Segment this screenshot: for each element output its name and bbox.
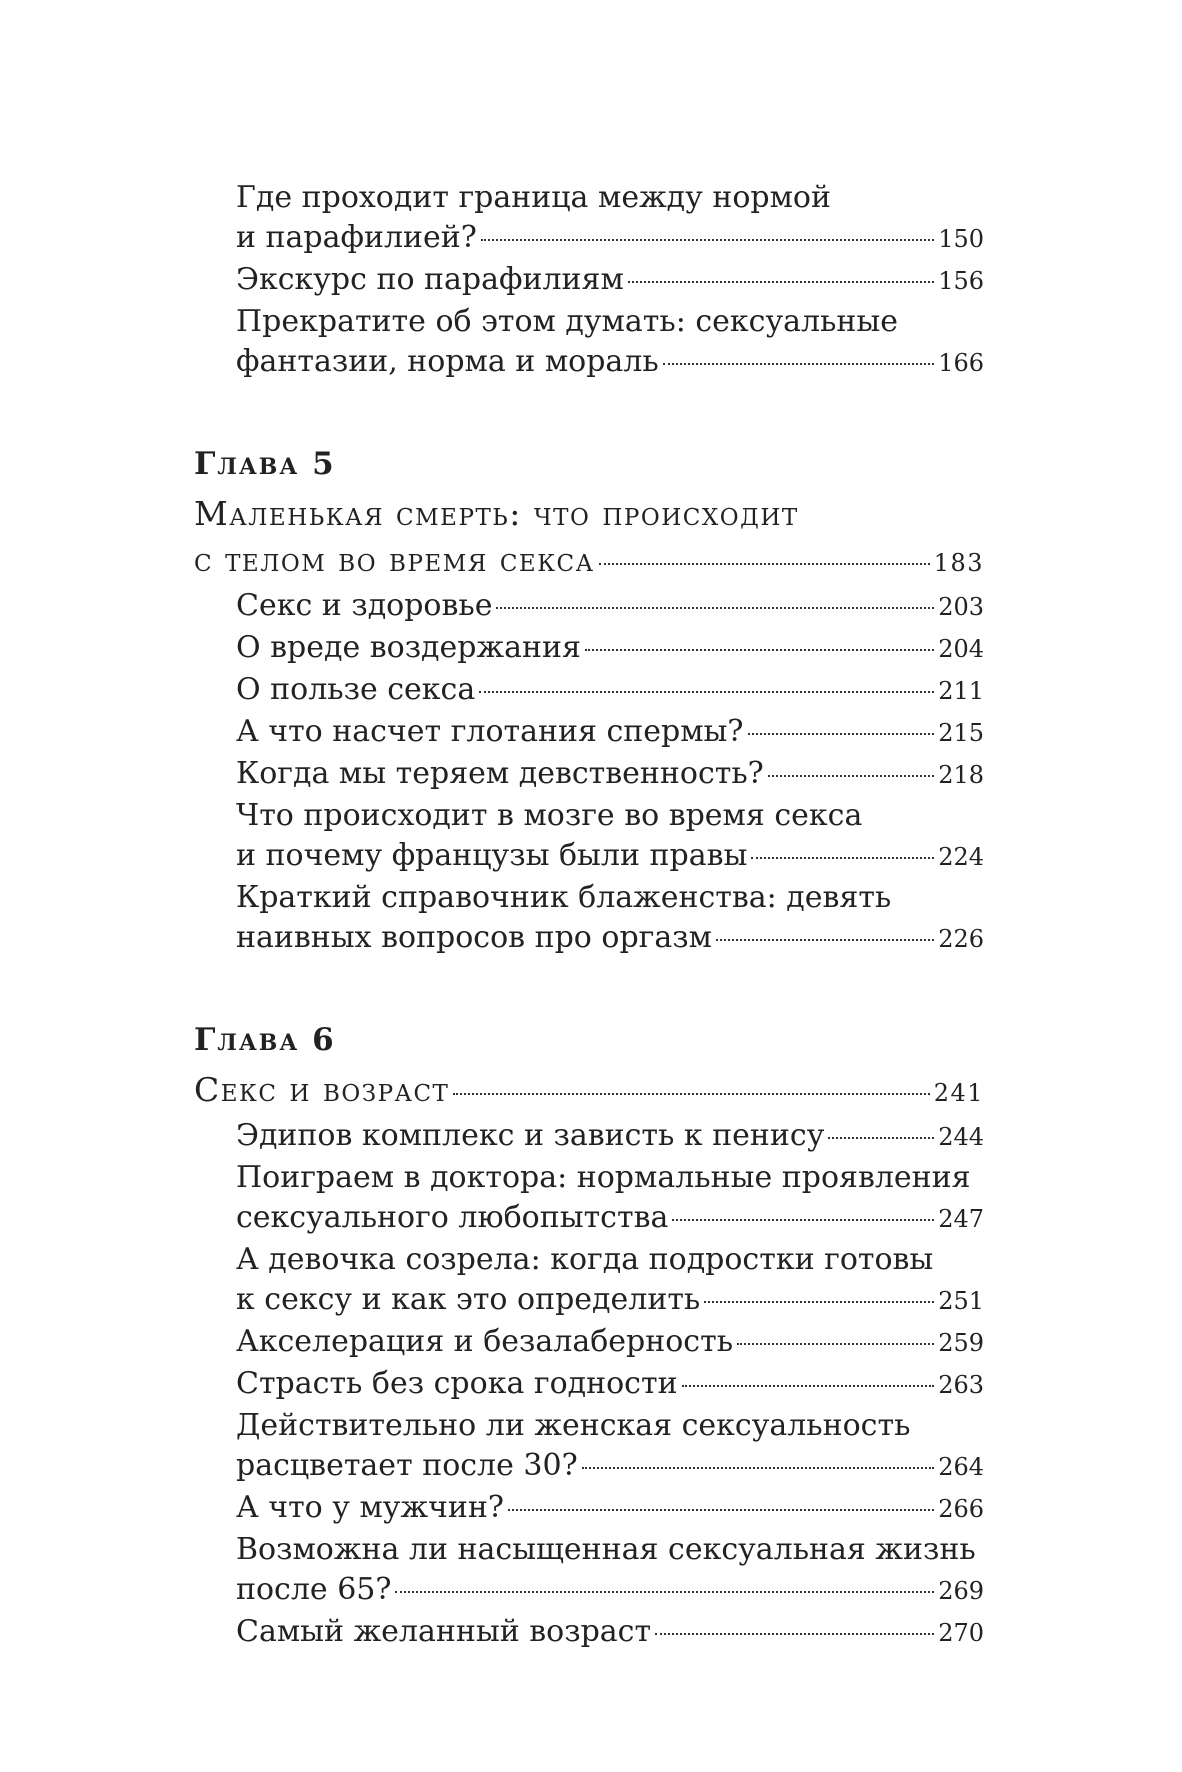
toc-entry-first-line: А девочка созрела: когда подростки готовы (236, 1242, 934, 1277)
page-number: 166 (938, 349, 984, 377)
toc-entry (194, 712, 984, 753)
toc-entry (194, 1406, 984, 1487)
page-number: 259 (938, 1329, 984, 1357)
dot-leader (582, 1467, 935, 1469)
toc-entry (194, 178, 984, 259)
dot-leader (751, 857, 934, 859)
toc-entry (194, 754, 984, 795)
toc-entry-first-line: Что происходит в мозге во время секса (236, 798, 863, 833)
toc-entry-first-line: Возможна ли насыщенная сексуальная жизнь (236, 1532, 976, 1567)
toc-entry-title: Экскурс по парафилиям (236, 262, 624, 297)
toc-entry-title: О вреде воздержания (236, 630, 581, 665)
toc-entry-title: сексуального любопытства (236, 1200, 669, 1235)
dot-leader (599, 563, 930, 565)
chapter-title (194, 491, 984, 586)
toc-section (194, 1017, 984, 1653)
chapter-label: Глава 5 (194, 446, 336, 482)
toc-entry-title: к сексу и как это определить (236, 1282, 701, 1317)
dot-leader (737, 1343, 934, 1345)
toc-entry (194, 796, 984, 877)
page-number: 244 (938, 1123, 984, 1151)
page-number: 215 (938, 719, 984, 747)
toc-entry-title: и парафилией? (236, 220, 477, 255)
page-number: 203 (938, 593, 984, 621)
page-number: 251 (938, 1287, 984, 1315)
dot-leader (628, 281, 934, 283)
dot-leader (479, 691, 934, 693)
toc-entry (194, 586, 984, 627)
toc-section (194, 441, 984, 959)
toc-entry (194, 628, 984, 669)
dot-leader (682, 1385, 935, 1387)
page-number: 218 (938, 761, 984, 789)
dot-leader (704, 1301, 934, 1303)
chapter-title-last-line: с телом во время секса (194, 540, 595, 579)
page-number: 264 (938, 1453, 984, 1481)
dot-leader (768, 775, 934, 777)
toc-entry-title: наивных вопросов про оргазм (236, 920, 712, 955)
toc-entry-first-line: Краткий справочник блаженства: девять (236, 880, 892, 915)
page-number: 211 (938, 677, 984, 705)
toc-entry (194, 878, 984, 959)
page-number: 270 (938, 1619, 984, 1647)
page-number: 150 (938, 225, 984, 253)
toc-entry (194, 1240, 984, 1321)
page-number: 266 (938, 1495, 984, 1523)
toc-entry-title: расцветает после 30? (236, 1448, 578, 1483)
chapter-title-last-line: Секс и возраст (194, 1070, 450, 1109)
page-number: 226 (938, 925, 984, 953)
page-number: 204 (938, 635, 984, 663)
toc-entry (194, 1612, 984, 1653)
page-number: 241 (933, 1079, 984, 1107)
toc-entry-title: Страсть без срока годности (236, 1366, 678, 1401)
toc-section (194, 178, 984, 383)
toc-entry-title: А что у мужчин? (236, 1490, 504, 1525)
chapter-label: Глава 6 (194, 1022, 336, 1058)
dot-leader (508, 1509, 934, 1511)
page-number: 247 (938, 1205, 984, 1233)
dot-leader (828, 1137, 934, 1139)
toc-entry-first-line: Поиграем в доктора: нормальные проявления (236, 1160, 971, 1195)
page-number: 183 (933, 549, 984, 577)
dot-leader (716, 939, 934, 941)
page-number: 269 (938, 1577, 984, 1605)
chapter-title (194, 1067, 984, 1116)
chapter-title-first-line: Маленькая смерть: что происходит (194, 494, 799, 533)
dot-leader (395, 1591, 934, 1593)
toc-entry (194, 1116, 984, 1157)
page-number: 156 (938, 267, 984, 295)
toc-entry-first-line: Прекратите об этом думать: сексуальные (236, 304, 899, 339)
toc-entry (194, 1322, 984, 1363)
toc-entry-title: Самый желанный возраст (236, 1614, 652, 1649)
toc-entry (194, 302, 984, 383)
toc-entry-title: фантазии, норма и мораль (236, 344, 659, 379)
toc-entry-first-line: Действительно ли женская сексуальность (236, 1408, 911, 1443)
toc-entry (194, 260, 984, 301)
dot-leader (453, 1093, 929, 1095)
toc-entry (194, 1488, 984, 1529)
toc-entry-title: Акселерация и безалаберность (236, 1324, 734, 1359)
toc-entry-title: А что насчет глотания спермы? (236, 714, 744, 749)
dot-leader (672, 1219, 934, 1221)
dot-leader (481, 239, 934, 241)
toc-entry (194, 670, 984, 711)
dot-leader (496, 607, 934, 609)
toc-entry-title: после 65? (236, 1572, 392, 1607)
toc-entry-title: Эдипов комплекс и зависть к пенису (236, 1118, 825, 1153)
toc-entry-title: Секс и здоровье (236, 588, 493, 623)
dot-leader (748, 733, 935, 735)
table-of-contents (194, 178, 984, 1711)
dot-leader (655, 1633, 934, 1635)
dot-leader (663, 363, 934, 365)
toc-entry (194, 1530, 984, 1611)
toc-entry-title: Когда мы теряем девственность? (236, 756, 764, 791)
toc-entry-first-line: Где проходит граница между нормой (236, 180, 831, 215)
toc-entry (194, 1364, 984, 1405)
dot-leader (585, 649, 934, 651)
page-number: 224 (938, 843, 984, 871)
page-number: 263 (938, 1371, 984, 1399)
toc-entry-title: О пользе секса (236, 672, 476, 707)
toc-entry-title: и почему французы были правы (236, 838, 748, 873)
toc-entry (194, 1158, 984, 1239)
